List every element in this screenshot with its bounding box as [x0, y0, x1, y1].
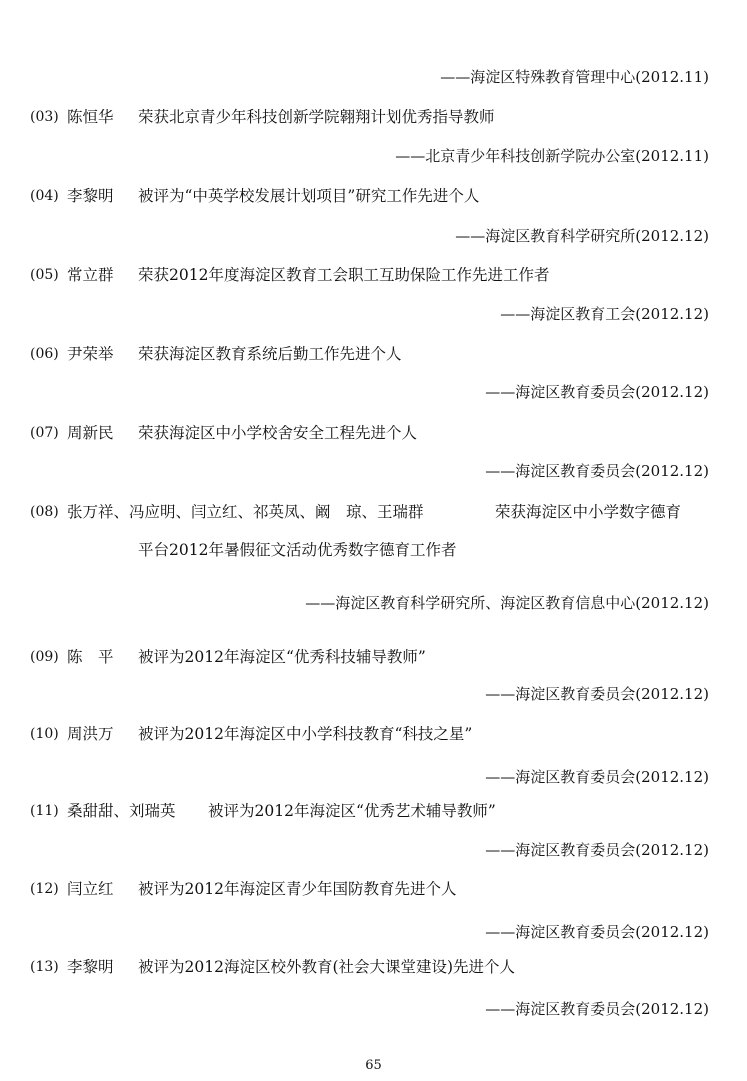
entry-source: ——海淀区教育委员会(2012.12) — [485, 768, 709, 786]
entry-source: ——海淀区教育工会(2012.12) — [500, 305, 709, 323]
entry-names: 李黎明 — [67, 958, 114, 976]
entry-text: 荣获2012年度海淀区教育工会职工互助保险工作先进工作者 — [138, 266, 550, 284]
entry-names: 李黎明 — [67, 187, 114, 205]
entry-names: 闫立红 — [67, 880, 114, 898]
entry-text: 荣获海淀区中小学校舍安全工程先进个人 — [138, 424, 418, 442]
entry-names: 常立群 — [67, 266, 114, 284]
entry-number: (06) — [30, 346, 59, 362]
entry-text: 被评为2012年海淀区“优秀艺术辅导教师” — [208, 802, 496, 820]
entry-source: ——北京青少年科技创新学院办公室(2012.11) — [395, 147, 709, 165]
entry-names: 周新民 — [67, 424, 114, 442]
entry-text: 荣获北京青少年科技创新学院翱翔计划优秀指导教师 — [138, 108, 495, 126]
entry-number: (04) — [30, 188, 59, 204]
entry-source: ——海淀区教育委员会(2012.12) — [485, 462, 709, 480]
entry-names: 尹荣举 — [67, 345, 114, 363]
entry-number: (12) — [30, 881, 59, 897]
entry-text: 被评为“中英学校发展计划项目”研究工作先进个人 — [138, 187, 480, 205]
entry-names: 陈恒华 — [67, 108, 114, 126]
entry-number: (10) — [30, 726, 59, 742]
entry-source: ——海淀区教育委员会(2012.12) — [485, 383, 709, 401]
entry-text: 被评为2012年海淀区“优秀科技辅导教师” — [138, 648, 426, 666]
entry-text: 被评为2012年海淀区青少年国防教育先进个人 — [138, 880, 457, 898]
entry-number: (03) — [30, 109, 59, 125]
entry-source: ——海淀区教育科学研究所(2012.12) — [455, 227, 709, 245]
entry-number: (07) — [30, 425, 59, 441]
entry-text: 被评为2012海淀区校外教育(社会大课堂建设)先进个人 — [138, 958, 516, 976]
entry-names: 陈 平 — [67, 648, 114, 666]
entry-names: 桑甜甜、刘瑞英 — [67, 802, 176, 820]
entry-number: (11) — [30, 803, 59, 819]
entry-names: 张万祥、冯应明、闫立红、祁英凤、阚 琼、王瑞群 — [67, 503, 424, 521]
entry-source: ——海淀区教育委员会(2012.12) — [485, 685, 709, 703]
entry-number: (08) — [30, 504, 59, 520]
entry-source: ——海淀区教育委员会(2012.12) — [485, 1000, 709, 1018]
entry-number: (09) — [30, 649, 59, 665]
entry-source: ——海淀区教育委员会(2012.12) — [485, 841, 709, 859]
entry-number: (05) — [30, 267, 59, 283]
entry-source: ——海淀区教育委员会(2012.12) — [485, 923, 709, 941]
entry-number: (13) — [30, 959, 59, 975]
entry-text: 荣获海淀区教育系统后勤工作先进个人 — [138, 345, 402, 363]
entry-text: 被评为2012年海淀区中小学科技教育“科技之星” — [138, 725, 473, 743]
page-number: 65 — [365, 1058, 382, 1073]
entry-text: 荣获海淀区中小学数字德育 — [495, 503, 682, 521]
source-line-top: ——海淀区特殊教育管理中心(2012.11) — [440, 68, 709, 86]
entry-source: ——海淀区教育科学研究所、海淀区教育信息中心(2012.12) — [305, 594, 709, 612]
entry-text-continued: 平台2012年暑假征文活动优秀数字德育工作者 — [138, 541, 457, 559]
entry-names: 周洪万 — [67, 725, 114, 743]
